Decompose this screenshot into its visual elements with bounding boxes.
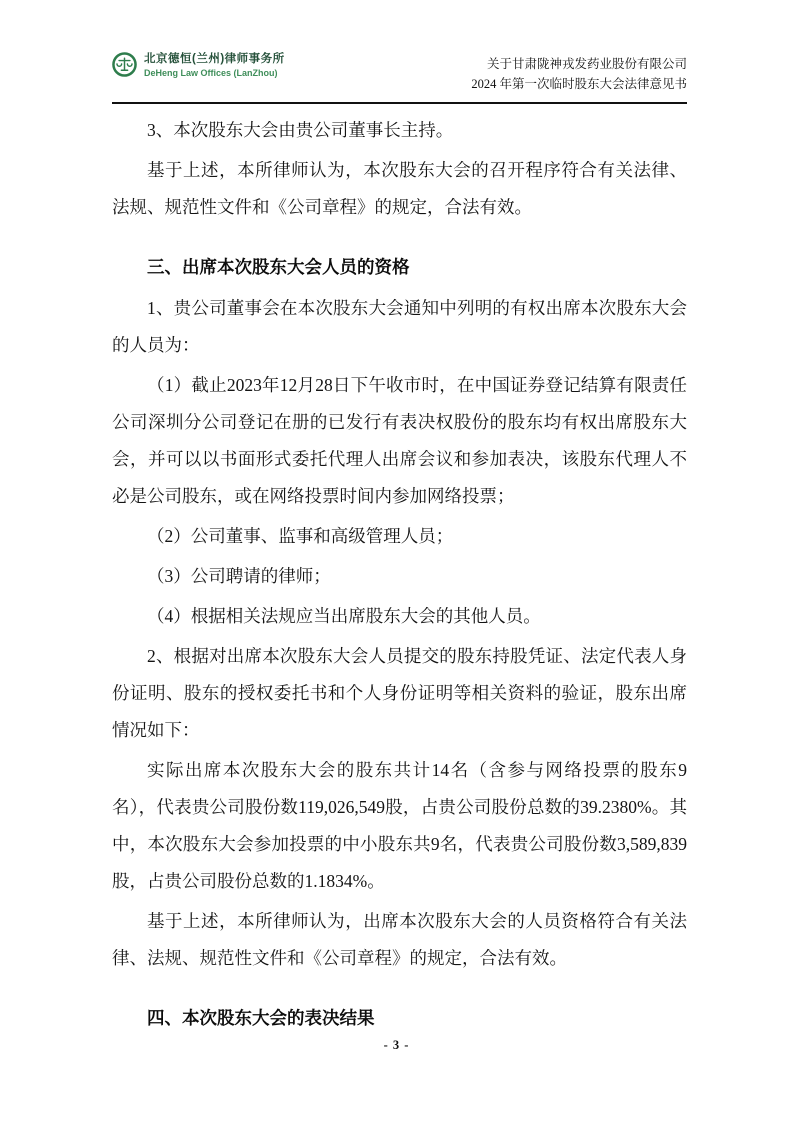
law-firm-name-en: DeHeng Law Offices (LanZhou) (144, 68, 278, 78)
paragraph-item-3-lawyers: （3）公司聘请的律师； (147, 566, 331, 586)
law-firm-identity (112, 48, 285, 79)
paragraph-qualification-conclusion: 基于上述，本所律师认为，出席本次股东大会的人员资格符合有关法律、法规、规范性文件和《公司章程》的规定，合法有效。 (112, 911, 687, 968)
paragraph-convening-conclusion: 基于上述，本所律师认为，本次股东大会的召开程序符合有关法律、法规、规范性文件和《公司章程》的规定，合法有效。 (112, 160, 687, 217)
paragraph-meeting-chair: 3、本次股东大会由贵公司董事长主持。 (147, 120, 454, 140)
paragraph-item-2-directors: （2）公司董事、监事和高级管理人员； (147, 526, 454, 546)
law-firm-name-block (144, 52, 285, 79)
document-body (112, 112, 687, 1041)
law-firm-name-zh: 北京德恒(兰州)律师事务所 (144, 53, 285, 65)
page-number: - 3 - (383, 1038, 410, 1052)
paragraph-item-4-others: （4）根据相关法规应当出席股东大会的其他人员。 (147, 606, 541, 626)
section-heading-4: 四、本次股东大会的表决结果 (147, 1008, 375, 1028)
document-title (471, 48, 687, 94)
section-heading-3: 三、出席本次股东大会人员的资格 (147, 257, 410, 277)
paragraph-attendance-figures: 实际出席本次股东大会的股东共计14名（含参与网络投票的股东9名），代表贵公司股份数119,026,549股，占贵公司股份总数的39.2380%。其中，本次股东大会参加投票的中小股东共9名，代表贵公司股份数3,589,839股，占贵公司股份总数的1.1834%。 (112, 760, 687, 891)
document-title-line2: 2024 年第一次临时股东大会法律意见书 (471, 77, 687, 91)
deheng-scales-seal-icon (112, 52, 137, 77)
paragraph-eligible-attendees: 1、贵公司董事会在本次股东大会通知中列明的有权出席本次股东大会的人员为： (112, 298, 687, 355)
page-header (112, 48, 687, 104)
paragraph-verification: 2、根据对出席本次股东大会人员提交的股东持股凭证、法定代表人身份证明、股东的授权委托书和个人身份证明等相关资料的验证，股东出席情况如下： (112, 646, 687, 740)
document-title-line1: 关于甘肃陇神戎发药业股份有限公司 (486, 57, 687, 71)
paragraph-item-1-shareholders: （1）截止2023年12月28日下午收市时，在中国证券登记结算有限责任公司深圳分公司登记在册的已发行有表决权股份的股东均有权出席股东大会，并可以以书面形式委托代理人出席会议和参加表决，该股东代理人不必是公司股东，或在网络投票时间内参加网络投票； (112, 375, 687, 506)
